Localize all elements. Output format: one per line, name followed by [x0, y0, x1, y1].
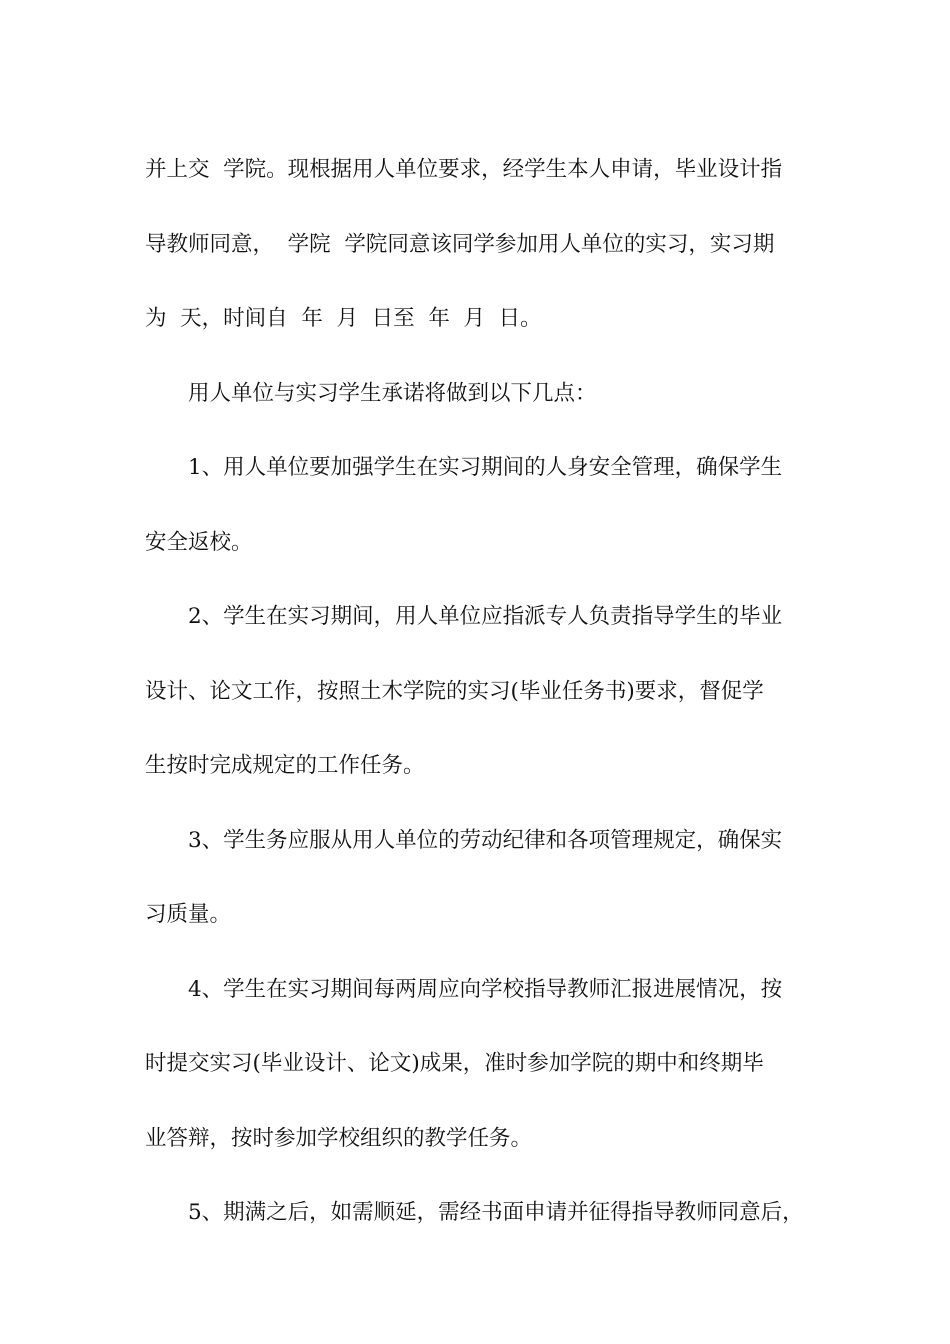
text-line: 为 天，时间自 年 月 日至 年 月 日。: [145, 306, 542, 331]
text-line: 业答辩，按时参加学校组织的教学任务。: [145, 1125, 533, 1151]
text-line: 生按时完成规定的工作任务。: [145, 753, 425, 778]
text-line-item-2: 2、学生在实习期间，用人单位应指派专人负责指导学生的毕业: [188, 604, 783, 629]
text-line: 导教师同意， 学院 学院同意该同学参加用人单位的实习，实习期: [145, 231, 775, 257]
text-line-item-4: 4、学生在实习期间每两周应向学校指导教师汇报进展情况，按: [188, 976, 783, 1002]
document-body: [145, 133, 825, 1251]
text-line: 并上交 学院。现根据用人单位要求，经学生本人申请，毕业设计指: [145, 157, 783, 182]
text-line: 时提交实习(毕业设计、论文)成果，准时参加学院的期中和终期毕: [145, 1051, 764, 1076]
text-line-item-1: 1、用人单位要加强学生在实习期间的人身安全管理，确保学生: [188, 455, 783, 480]
text-line-item-5: 5、期满之后，如需顺延，需经书面申请并征得指导教师同意后，: [188, 1200, 804, 1225]
text-line-item-3: 3、学生务应服从用人单位的劳动纪律和各项管理规定，确保实: [188, 827, 783, 853]
text-line: 安全返校。: [145, 529, 253, 555]
text-line: 习质量。: [145, 902, 232, 927]
text-line: 设计、论文工作，按照土木学院的实习(毕业任务书)要求，督促学: [145, 678, 764, 704]
text-line-commitment-heading: 用人单位与实习学生承诺将做到以下几点：: [188, 380, 597, 406]
